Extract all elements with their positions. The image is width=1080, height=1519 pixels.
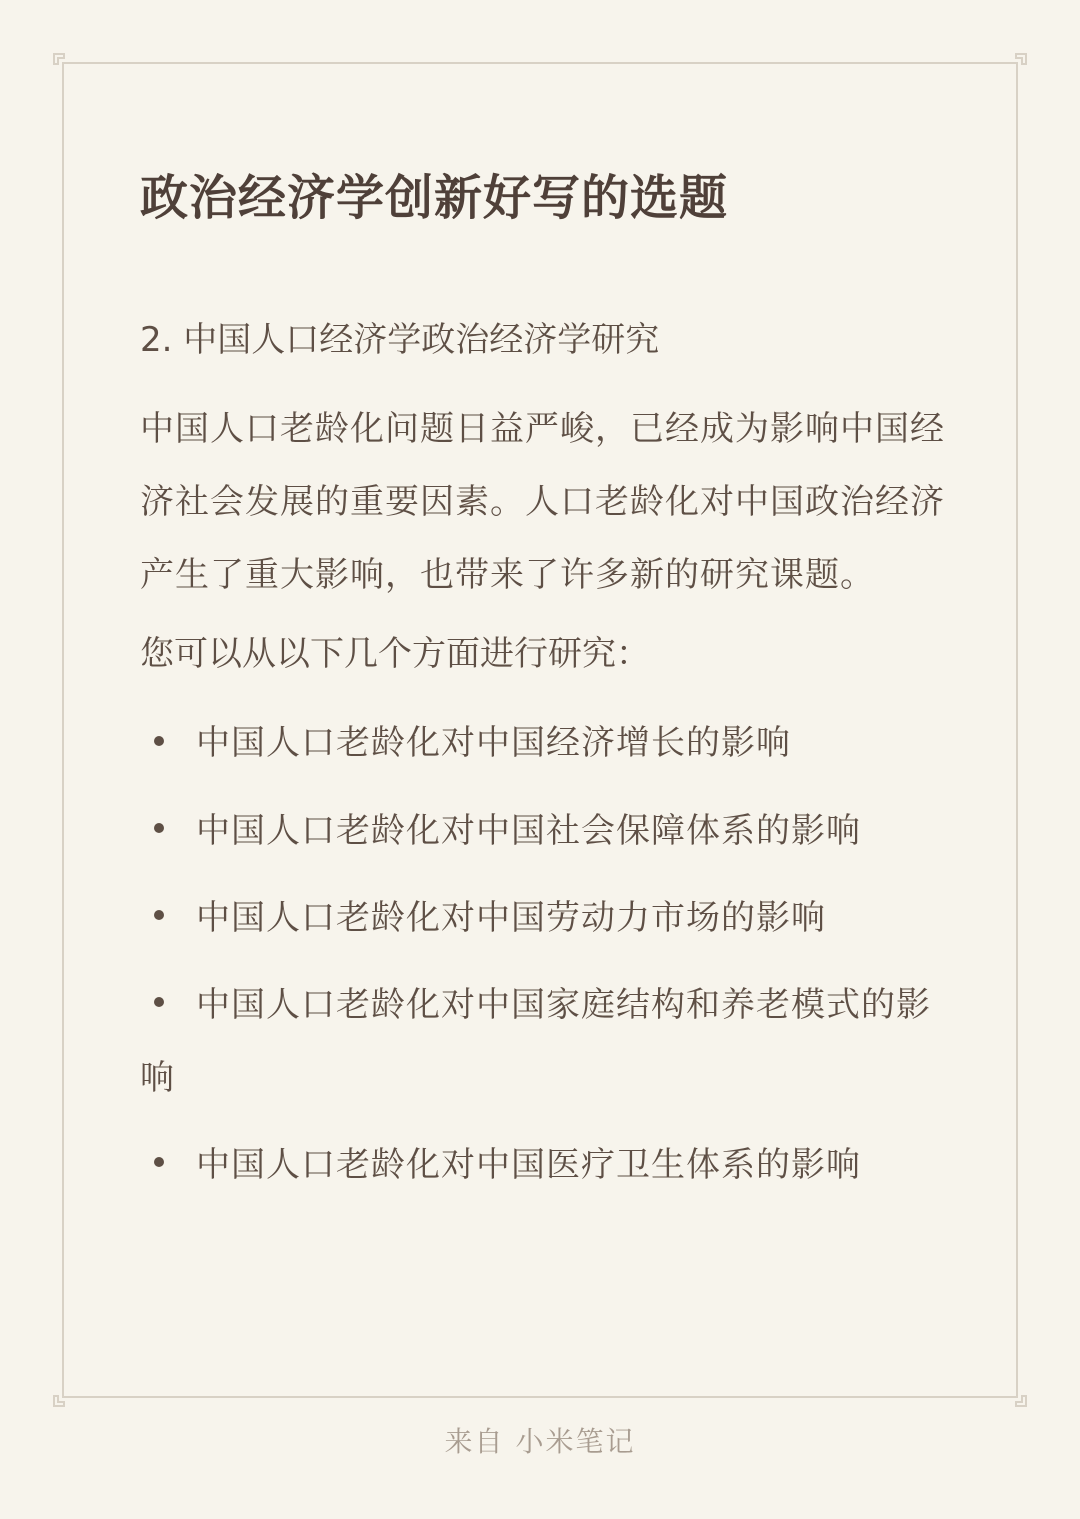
bullet-dot-icon — [154, 736, 164, 746]
list-item-text: 中国人口老龄化对中国家庭结构和养老模式的影响 — [140, 984, 931, 1098]
note-paragraph: 中国人口老龄化问题日益严峻，已经成为影响中国经济社会发展的重要因素。人口老龄化对中国政治经济产生了重大影响，也带来了许多新的研究课题。 — [140, 408, 945, 596]
list-item — [140, 882, 955, 955]
note-content — [140, 170, 955, 1216]
bullet-dot-icon — [154, 1157, 164, 1167]
list-item — [140, 707, 955, 780]
source-footer: 来自 小米笔记 — [444, 1425, 636, 1458]
list-item — [140, 969, 955, 1115]
list-item-text: 中国人口老龄化对中国社会保障体系的影响 — [196, 810, 861, 851]
bullet-dot-icon — [154, 910, 164, 920]
note-intro: 您可以从以下几个方面进行研究： — [140, 634, 650, 675]
bullet-dot-icon — [154, 823, 164, 833]
note-subheading: 2. 中国人口经济学政治经济学研究 — [140, 319, 660, 360]
note-title: 政治经济学创新好写的选题 — [140, 170, 729, 226]
list-item — [140, 795, 955, 868]
frame-corner-ornament — [1008, 1388, 1028, 1408]
frame-corner-ornament — [1008, 52, 1028, 72]
frame-corner-ornament — [52, 52, 72, 72]
list-item — [140, 1129, 955, 1202]
list-item-text: 中国人口老龄化对中国经济增长的影响 — [196, 723, 791, 764]
bullet-dot-icon — [154, 997, 164, 1007]
frame-corner-ornament — [52, 1388, 72, 1408]
bullet-list — [140, 707, 955, 1202]
list-item-text: 中国人口老龄化对中国劳动力市场的影响 — [196, 897, 826, 938]
list-item-text: 中国人口老龄化对中国医疗卫生体系的影响 — [196, 1144, 861, 1185]
